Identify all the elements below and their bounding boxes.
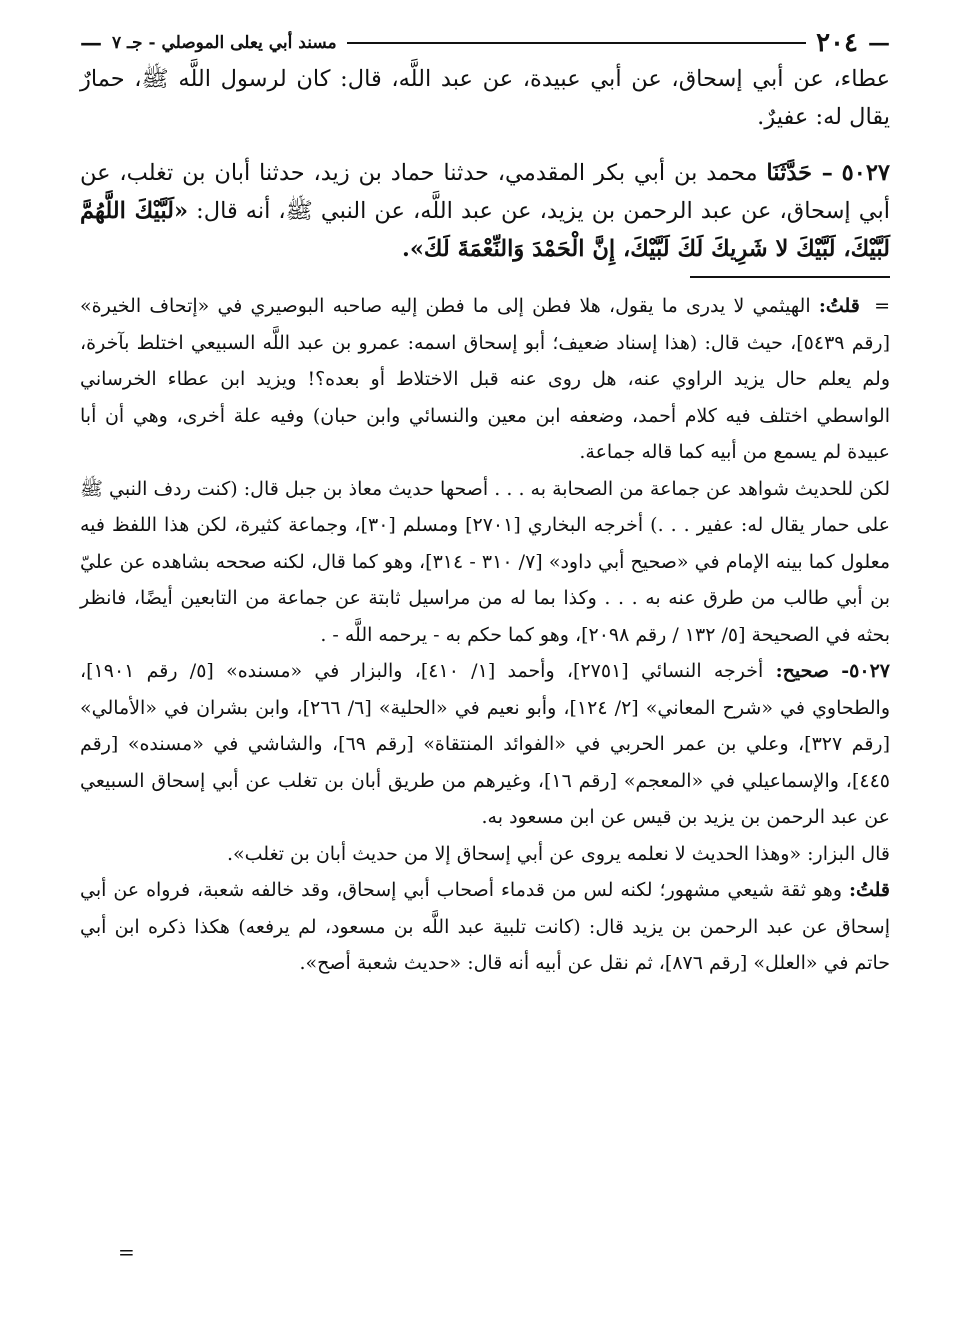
note-lead: قلتُ: [848,879,890,901]
hadith-dash: – [812,160,833,186]
header-dash: — [868,30,890,56]
note-lead: قلتُ: [818,295,860,317]
main-text [80,60,890,268]
note-grade: صحيح: [775,660,830,682]
talbiya-text: «لَبَّيْكَ اللَّهُمَّ لَبَّيْكَ، لَبَّيْكَ لا شَرِيكَ لَكَ لَبَّيْكَ، إِنَّ الْحَمْدَ وَالنِّعْمَةَ لَكَ». [80,198,890,262]
page [80,26,890,982]
footnote-paragraph [80,872,890,982]
note-text: وهو ثقة شيعي مشهور؛ لكنه لس من قدماء أصحاب أبي إسحاق، وقد خالفه شعبة، فرواه عن أبي إسحاق عن عبد الرحمن بن يزيد قال: (كانت تلبية عبد اللَّه بن مسعود، لم يرفعه) هكذا ذكره ابن أبي حاتم في «العلل» [رقم ٨٧٦]، ثم نقل عن أبيه أنه قال: «حديث شعبة أصح». [80,879,890,974]
note-hadith-number: ٥٠٢٧- [841,660,890,682]
note-text: قال البزار: «وهذا الحديث لا نعلمه يروى عن أبي إسحاق إلا من حديث أبان بن تغلب». [226,842,890,865]
hadith-paragraph [80,154,890,268]
running-header [80,26,890,60]
running-title: مسند أبي يعلى الموصلي - جـ ٧ [112,33,337,53]
hadith-verb: حَدَّثَنَا [766,160,813,186]
header-dash: — [80,30,102,56]
hadith-number: ٥٠٢٧ [841,160,890,186]
footnote-paragraph [80,471,890,654]
paragraph-gap [80,136,890,154]
footnote-separator [690,276,890,278]
footnotes [80,288,890,982]
hadith-isnad: محمد بن أبي بكر المقدمي، حدثنا حماد بن زيد، حدثنا أبان بن تغلب، عن أبي إسحاق، عن عبد الرحمن بن يزيد، عن عبد اللَّه، عن النبي ﷺ، أنه قال: [80,160,890,224]
note-text: الهيثمي لا يدرى ما يقول، هلا فطن إلى ما فطن إليه صاحبه البوصيري في «إتحاف الخيرة» [رقم ٥٤٣٩]، حيث قال: (هذا إسناد ضعيف؛ أبو إسحاق اسمه: عمرو بن عبد اللَّه السبيعي اختلط بآخرة، ولم يعلم حال يزيد الراوي عنه، هل روى عنه قبل الاختلاط أو بعده؟! ويزيد ابن عطاء الخرساني الواسطي اختلف فيه كلام أحمد، وضعفه ابن معين والنسائي وابن حبان) وفيه علة أخرى، وهي أن أبا عبيدة لم يسمع من أبيه كما قاله جماعة. [80,295,891,463]
footnote-paragraph [80,288,890,471]
page-number: ٢٠٤ [816,28,858,58]
main-paragraph: عطاء، عن أبي إسحاق، عن أبي عبيدة، عن عبد اللَّه، قال: كان لرسول اللَّه ﷺ، حمارٌ يقال له: عفيرٌ. [80,66,890,130]
header-rule [347,42,806,44]
footnote-paragraph [80,836,890,873]
note-text: أخرجه النسائي [٢٧٥١]، وأحمد [١/ ٤١٠]، والبزار في «مسنده» [٥/ رقم ١٩٠١]، والطحاوي في «شرح المعاني» [٢/ ١٢٤]، وأبو نعيم في «الحلية» [٦/ ٢٦٦]، وابن بشران في «الأمالي» [رقم ٣٢٧]، وعلي بن عمر الحربي في «الفوائد المنتقاة» [رقم ٦٩]، والشاشي في «مسنده» [رقم ٤٤٥]، والإسماعيلي في «المعجم» [رقم ١٦]، وغيرهم من طريق أبان بن تغلب عن أبي إسحاق السبيعي عن عبد الرحمن بن يزيد بن قيس عن ابن مسعود به. [80,660,891,828]
continued-mark: = [874,295,890,317]
note-text: لكن للحديث شواهد عن جماعة من الصحابة به . . . أصحها حديث معاذ بن جبل قال: (كنت ردف النبي ﷺ على حمار يقال له: عفير . . .) أخرجه البخاري [٢٧٠١] ومسلم [٣٠]، وجماعة كثيرة، لكن هذا اللفظ فيه معلول كما بينه الإمام في «صحيح أبي داود» [٧/ ٣١٠ - ٣١٤]، وهو كما قال، لكنه صححه بشاهده عن عليّ بن أبي طالب من طرق عنه به . . . وكذا بما له من مراسيل ثابتة عن جماعة من التابعين أيضًا، فانظر بحثه في الصحيحة [٥/ ١٣٢ / رقم ٢٠٩٨]، وهو كما حكم به - يرحمه اللَّه - . [80,477,891,646]
continuation-mark: = [118,1240,135,1264]
footnote-paragraph [80,653,890,836]
